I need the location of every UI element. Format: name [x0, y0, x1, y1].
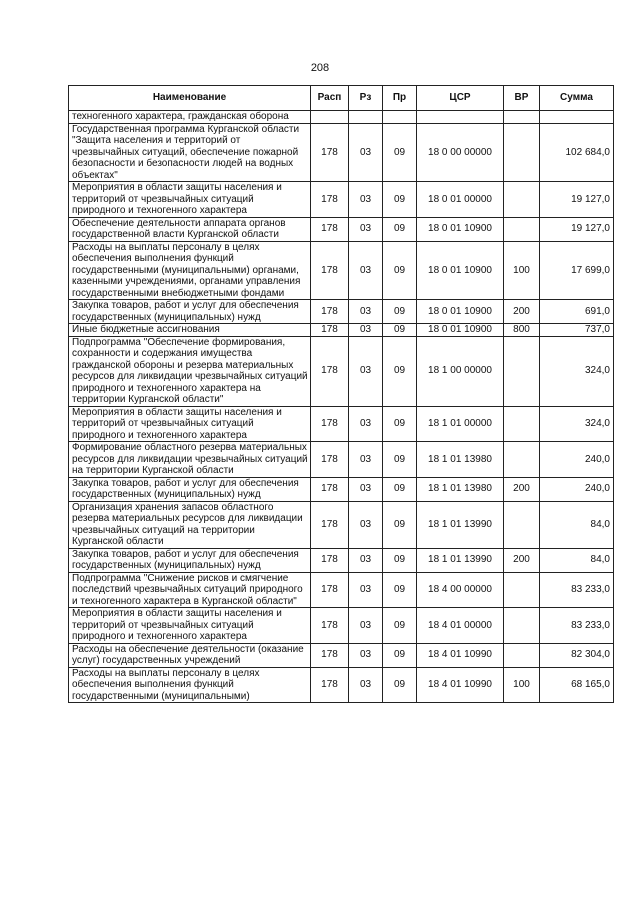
csr-cell: 18 0 01 10900	[417, 241, 504, 300]
csr-cell: 18 1 01 00000	[417, 406, 504, 442]
rasp-cell: 178	[311, 501, 349, 548]
name-cell: техногенного характера, гражданская оборона	[69, 111, 311, 124]
table-row	[69, 667, 614, 703]
pr-cell: 09	[383, 300, 417, 324]
vr-cell	[504, 442, 540, 478]
sum-cell	[540, 111, 614, 124]
sum-cell: 691,0	[540, 300, 614, 324]
table-row	[69, 336, 614, 406]
vr-cell: 100	[504, 667, 540, 703]
name-cell: Расходы на выплаты персоналу в целях обеспечения выполнения функций государственными (муниципальными)	[69, 667, 311, 703]
rz-cell	[349, 111, 383, 124]
rasp-cell: 178	[311, 406, 349, 442]
vr-cell: 100	[504, 241, 540, 300]
sum-cell: 324,0	[540, 406, 614, 442]
rz-cell: 03	[349, 608, 383, 644]
sum-cell: 102 684,0	[540, 123, 614, 182]
csr-cell: 18 0 00 00000	[417, 123, 504, 182]
vr-cell	[504, 123, 540, 182]
csr-cell: 18 1 01 13990	[417, 501, 504, 548]
table-row	[69, 217, 614, 241]
budget-table	[68, 85, 614, 703]
rz-cell: 03	[349, 643, 383, 667]
rasp-cell: 178	[311, 300, 349, 324]
rasp-cell	[311, 111, 349, 124]
rasp-cell: 178	[311, 442, 349, 478]
vr-cell: 200	[504, 477, 540, 501]
table-row	[69, 608, 614, 644]
name-cell: Иные бюджетные ассигнования	[69, 324, 311, 337]
csr-cell: 18 4 00 00000	[417, 572, 504, 608]
table-row	[69, 442, 614, 478]
sum-cell: 68 165,0	[540, 667, 614, 703]
pr-cell: 09	[383, 336, 417, 406]
header-csr: ЦСР	[417, 86, 504, 111]
header-rasp: Расп	[311, 86, 349, 111]
sum-cell: 84,0	[540, 501, 614, 548]
sum-cell: 83 233,0	[540, 608, 614, 644]
table-body	[69, 111, 614, 703]
rasp-cell: 178	[311, 477, 349, 501]
table-row	[69, 300, 614, 324]
name-cell: Формирование областного резерва материальных ресурсов для ликвидации чрезвычайных ситуаций на территории Курганской области	[69, 442, 311, 478]
vr-cell	[504, 111, 540, 124]
table-row	[69, 477, 614, 501]
rasp-cell: 178	[311, 182, 349, 218]
csr-cell: 18 4 01 00000	[417, 608, 504, 644]
rz-cell: 03	[349, 324, 383, 337]
name-cell: Мероприятия в области защиты населения и территорий от чрезвычайных ситуаций природного и техногенного характера	[69, 182, 311, 218]
rz-cell: 03	[349, 182, 383, 218]
rz-cell: 03	[349, 406, 383, 442]
pr-cell: 09	[383, 572, 417, 608]
name-cell: Мероприятия в области защиты населения и территорий от чрезвычайных ситуаций природного и техногенного характера	[69, 608, 311, 644]
name-cell: Расходы на выплаты персоналу в целях обеспечения выполнения функций государственными (муниципальными) органами, казенными учреждениями, органами управления государственными внебюджетными фондами	[69, 241, 311, 300]
name-cell: Закупка товаров, работ и услуг для обеспечения государственных (муниципальных) нужд	[69, 300, 311, 324]
sum-cell: 240,0	[540, 442, 614, 478]
pr-cell: 09	[383, 241, 417, 300]
csr-cell: 18 1 01 13990	[417, 548, 504, 572]
header-sum: Сумма	[540, 86, 614, 111]
csr-cell: 18 1 00 00000	[417, 336, 504, 406]
rz-cell: 03	[349, 217, 383, 241]
pr-cell: 09	[383, 501, 417, 548]
pr-cell: 09	[383, 442, 417, 478]
name-cell: Обеспечение деятельности аппарата органов государственной власти Курганской области	[69, 217, 311, 241]
vr-cell	[504, 406, 540, 442]
name-cell: Закупка товаров, работ и услуг для обеспечения государственных (муниципальных) нужд	[69, 548, 311, 572]
sum-cell: 19 127,0	[540, 182, 614, 218]
sum-cell: 83 233,0	[540, 572, 614, 608]
name-cell: Мероприятия в области защиты населения и территорий от чрезвычайных ситуаций природного и техногенного характера	[69, 406, 311, 442]
header-pr: Пр	[383, 86, 417, 111]
rasp-cell: 178	[311, 548, 349, 572]
pr-cell: 09	[383, 182, 417, 218]
table-row	[69, 182, 614, 218]
sum-cell: 82 304,0	[540, 643, 614, 667]
table-row	[69, 241, 614, 300]
vr-cell	[504, 182, 540, 218]
rz-cell: 03	[349, 442, 383, 478]
pr-cell	[383, 111, 417, 124]
rz-cell: 03	[349, 572, 383, 608]
table-row	[69, 572, 614, 608]
csr-cell: 18 4 01 10990	[417, 667, 504, 703]
pr-cell: 09	[383, 608, 417, 644]
table-row	[69, 643, 614, 667]
pr-cell: 09	[383, 667, 417, 703]
rasp-cell: 178	[311, 123, 349, 182]
sum-cell: 19 127,0	[540, 217, 614, 241]
pr-cell: 09	[383, 477, 417, 501]
rasp-cell: 178	[311, 643, 349, 667]
csr-cell: 18 1 01 13980	[417, 442, 504, 478]
vr-cell	[504, 501, 540, 548]
vr-cell: 200	[504, 548, 540, 572]
rasp-cell: 178	[311, 241, 349, 300]
rz-cell: 03	[349, 336, 383, 406]
csr-cell: 18 0 01 10900	[417, 217, 504, 241]
rz-cell: 03	[349, 667, 383, 703]
rasp-cell: 178	[311, 336, 349, 406]
vr-cell	[504, 217, 540, 241]
rasp-cell: 178	[311, 217, 349, 241]
pr-cell: 09	[383, 123, 417, 182]
rasp-cell: 178	[311, 608, 349, 644]
rasp-cell: 178	[311, 572, 349, 608]
vr-cell	[504, 336, 540, 406]
table-row	[69, 123, 614, 182]
header-vr: ВР	[504, 86, 540, 111]
name-cell: Государственная программа Курганской области "Защита населения и территорий от чрезвычайных ситуаций, обеспечение пожарной безопасности и безопасности людей на водных объектах"	[69, 123, 311, 182]
table-row	[69, 548, 614, 572]
header-rz: Рз	[349, 86, 383, 111]
csr-cell: 18 0 01 00000	[417, 182, 504, 218]
name-cell: Организация хранения запасов областного резерва материальных ресурсов для ликвидации чрезвычайных ситуаций на территории Курганской области	[69, 501, 311, 548]
name-cell: Закупка товаров, работ и услуг для обеспечения государственных (муниципальных) нужд	[69, 477, 311, 501]
vr-cell: 800	[504, 324, 540, 337]
header-row	[69, 86, 614, 111]
vr-cell	[504, 643, 540, 667]
pr-cell: 09	[383, 217, 417, 241]
pr-cell: 09	[383, 548, 417, 572]
rz-cell: 03	[349, 477, 383, 501]
sum-cell: 17 699,0	[540, 241, 614, 300]
table-row	[69, 111, 614, 124]
name-cell: Подпрограмма "Обеспечение формирования, сохранности и содержания имущества гражданской обороны и резерва материальных ресурсов для ликвидации чрезвычайных ситуаций природного и техногенного характера на территории Курганской области"	[69, 336, 311, 406]
csr-cell: 18 1 01 13980	[417, 477, 504, 501]
sum-cell: 240,0	[540, 477, 614, 501]
vr-cell	[504, 608, 540, 644]
csr-cell: 18 0 01 10900	[417, 300, 504, 324]
rz-cell: 03	[349, 548, 383, 572]
table-row	[69, 324, 614, 337]
table-row	[69, 406, 614, 442]
header-name: Наименование	[69, 86, 311, 111]
rz-cell: 03	[349, 123, 383, 182]
pr-cell: 09	[383, 643, 417, 667]
rz-cell: 03	[349, 501, 383, 548]
sum-cell: 737,0	[540, 324, 614, 337]
vr-cell: 200	[504, 300, 540, 324]
vr-cell	[504, 572, 540, 608]
csr-cell: 18 0 01 10900	[417, 324, 504, 337]
rz-cell: 03	[349, 241, 383, 300]
csr-cell: 18 4 01 10990	[417, 643, 504, 667]
name-cell: Расходы на обеспечение деятельности (оказание услуг) государственных учреждений	[69, 643, 311, 667]
sum-cell: 324,0	[540, 336, 614, 406]
rasp-cell: 178	[311, 324, 349, 337]
rz-cell: 03	[349, 300, 383, 324]
name-cell: Подпрограмма "Снижение рисков и смягчение последствий чрезвычайных ситуаций природного и техногенного характера в Курганской области"	[69, 572, 311, 608]
page-number: 208	[310, 62, 330, 74]
rasp-cell: 178	[311, 667, 349, 703]
table-row	[69, 501, 614, 548]
sum-cell: 84,0	[540, 548, 614, 572]
pr-cell: 09	[383, 324, 417, 337]
pr-cell: 09	[383, 406, 417, 442]
csr-cell	[417, 111, 504, 124]
